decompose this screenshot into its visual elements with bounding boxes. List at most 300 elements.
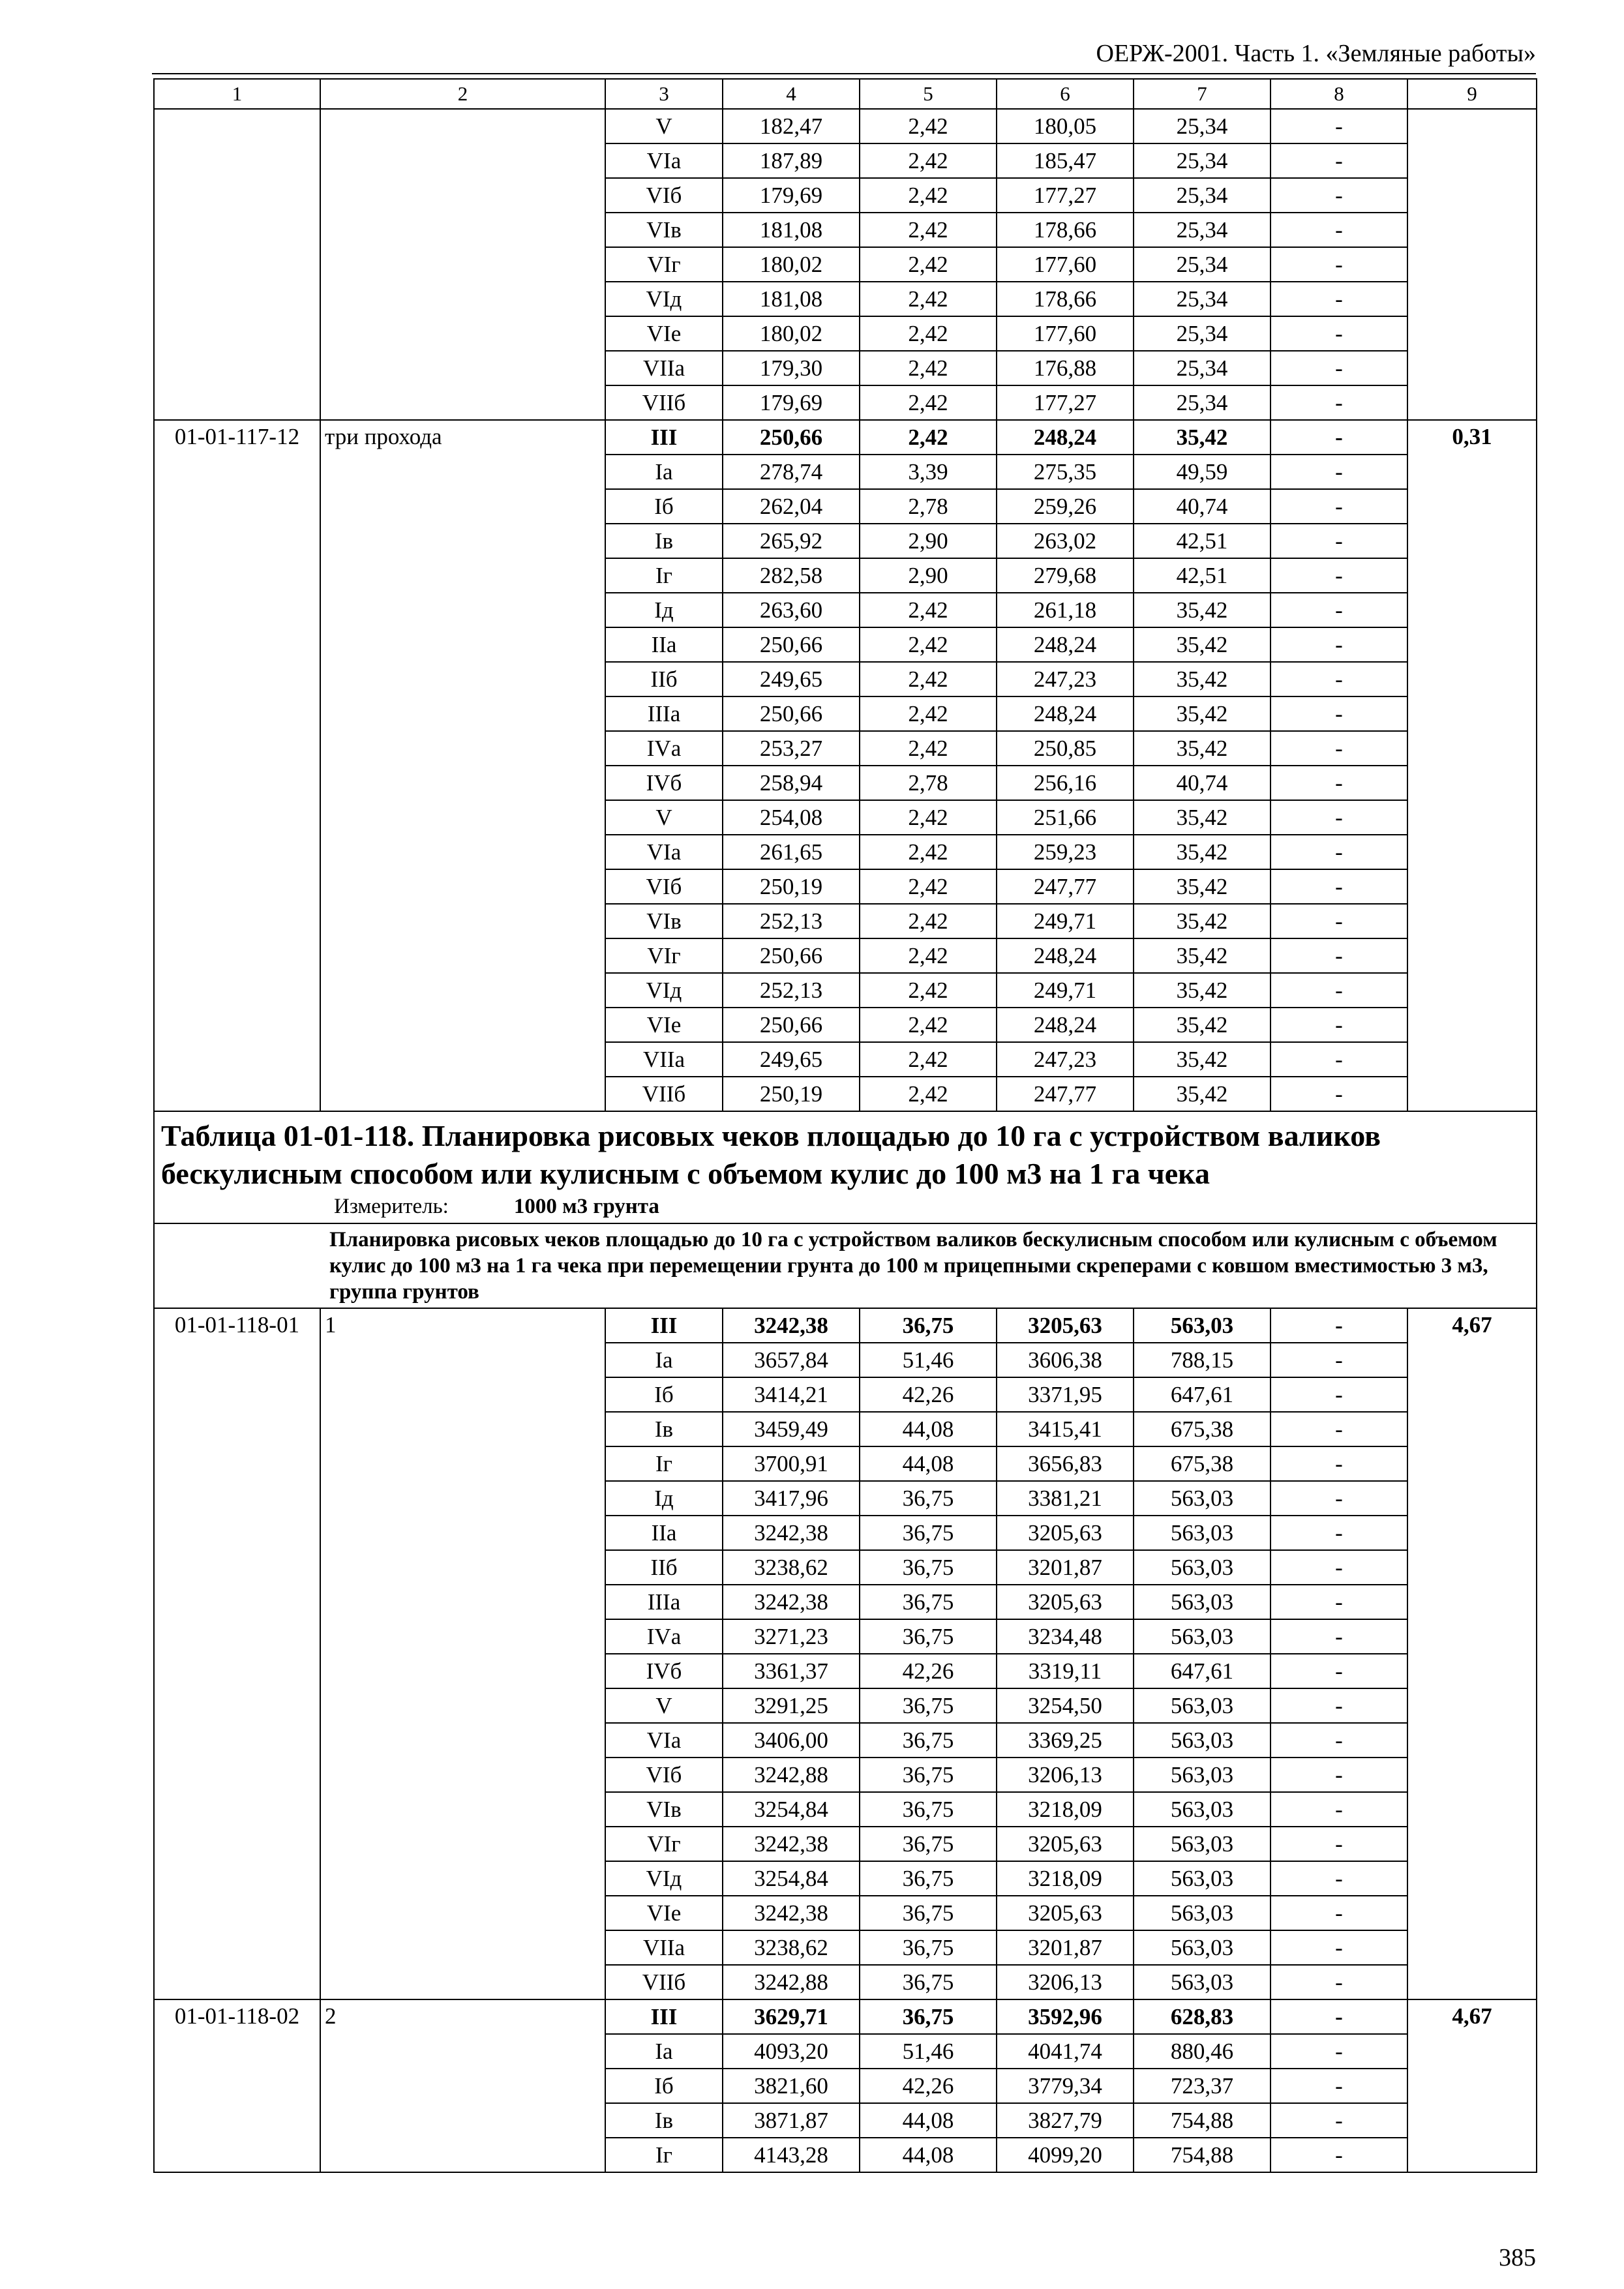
soil-group-cell: IIб [605, 662, 723, 696]
wages-cell: 2,42 [860, 696, 997, 731]
column-number: 5 [860, 79, 997, 109]
direct-cost-cell: 252,13 [723, 973, 860, 1008]
materials-cell: - [1271, 1688, 1407, 1723]
machine-cost-cell: 251,66 [997, 800, 1134, 835]
running-header: ОЕРЖ-2001. Часть 1. «Земляные работы» [1096, 40, 1536, 67]
machine-cost-cell: 3371,95 [997, 1377, 1134, 1412]
soil-group-cell: Iв [605, 2103, 723, 2138]
rate-group-01-01-118-01 [154, 1308, 1537, 1999]
machine-cost-cell: 3205,63 [997, 1308, 1134, 1343]
soil-group-cell: III [605, 1308, 723, 1343]
machine-cost-cell: 3381,21 [997, 1481, 1134, 1516]
direct-cost-cell: 3361,37 [723, 1654, 860, 1688]
machine-cost-cell: 178,66 [997, 213, 1134, 247]
soil-group-cell: Iв [605, 1412, 723, 1446]
direct-cost-cell: 254,08 [723, 800, 860, 835]
wages-cell: 44,08 [860, 2103, 997, 2138]
materials-cell: - [1271, 696, 1407, 731]
column-number: 3 [605, 79, 723, 109]
labor-cost-cell: 0,31 [1407, 420, 1537, 1111]
machine-cost-cell: 248,24 [997, 696, 1134, 731]
machine-cost-cell: 3254,50 [997, 1688, 1134, 1723]
materials-cell: - [1271, 316, 1407, 351]
direct-cost-cell: 180,02 [723, 247, 860, 282]
direct-cost-cell: 3417,96 [723, 1481, 860, 1516]
wages-cell: 2,78 [860, 489, 997, 524]
soil-group-cell: IVб [605, 766, 723, 800]
materials-cell: - [1271, 1585, 1407, 1619]
materials-cell: - [1271, 455, 1407, 489]
materials-cell: - [1271, 1758, 1407, 1792]
soil-group-cell: VIв [605, 904, 723, 938]
soil-group-cell: III [605, 420, 723, 455]
soil-group-cell: VIа [605, 1723, 723, 1758]
direct-cost-cell: 3657,84 [723, 1343, 860, 1377]
soil-group-cell: Iб [605, 489, 723, 524]
machinist-wages-cell: 563,03 [1134, 1308, 1271, 1343]
wages-cell: 2,42 [860, 1042, 997, 1077]
materials-cell: - [1271, 1896, 1407, 1930]
machinist-wages-cell: 25,34 [1134, 247, 1271, 282]
machine-cost-cell: 4041,74 [997, 2034, 1134, 2069]
materials-cell: - [1271, 1619, 1407, 1654]
rates-table [153, 78, 1537, 2173]
machine-cost-cell: 248,24 [997, 420, 1134, 455]
soil-group-cell: IIIа [605, 1585, 723, 1619]
machine-cost-cell: 279,68 [997, 558, 1134, 593]
direct-cost-cell: 3459,49 [723, 1412, 860, 1446]
soil-group-cell: V [605, 109, 723, 143]
materials-cell: - [1271, 1008, 1407, 1042]
materials-cell: - [1271, 1377, 1407, 1412]
column-number: 6 [997, 79, 1134, 109]
soil-group-cell: VIе [605, 316, 723, 351]
column-number: 7 [1134, 79, 1271, 109]
machine-cost-cell: 250,85 [997, 731, 1134, 766]
materials-cell: - [1271, 1481, 1407, 1516]
materials-cell: - [1271, 385, 1407, 420]
rate-name [320, 109, 605, 420]
wages-cell: 3,39 [860, 455, 997, 489]
wages-cell: 36,75 [860, 1516, 997, 1550]
soil-group-cell: VIв [605, 213, 723, 247]
materials-cell: - [1271, 420, 1407, 455]
wages-cell: 36,75 [860, 1481, 997, 1516]
soil-group-cell: VIв [605, 1792, 723, 1827]
machine-cost-cell: 177,60 [997, 247, 1134, 282]
machinist-wages-cell: 754,88 [1134, 2103, 1271, 2138]
soil-group-cell: Iг [605, 2138, 723, 2172]
materials-cell: - [1271, 143, 1407, 178]
materials-cell: - [1271, 2069, 1407, 2103]
machinist-wages-cell: 35,42 [1134, 1077, 1271, 1111]
soil-group-cell: IIа [605, 1516, 723, 1550]
materials-cell: - [1271, 904, 1407, 938]
wages-cell: 44,08 [860, 1446, 997, 1481]
wages-cell: 2,42 [860, 973, 997, 1008]
machinist-wages-cell: 563,03 [1134, 1861, 1271, 1896]
machinist-wages-cell: 563,03 [1134, 1896, 1271, 1930]
direct-cost-cell: 3414,21 [723, 1377, 860, 1412]
machine-cost-cell: 259,23 [997, 835, 1134, 869]
wages-cell: 2,42 [860, 627, 997, 662]
direct-cost-cell: 3238,62 [723, 1930, 860, 1965]
machinist-wages-cell: 675,38 [1134, 1446, 1271, 1481]
soil-group-cell: VIа [605, 835, 723, 869]
machine-cost-cell: 3205,63 [997, 1585, 1134, 1619]
soil-group-cell: VIе [605, 1896, 723, 1930]
direct-cost-cell: 3629,71 [723, 1999, 860, 2034]
machinist-wages-cell: 563,03 [1134, 1965, 1271, 1999]
machinist-wages-cell: 49,59 [1134, 455, 1271, 489]
table-title-row [154, 1111, 1537, 1223]
soil-group-cell: Iа [605, 2034, 723, 2069]
column-number: 8 [1271, 79, 1407, 109]
table-row [154, 420, 1537, 455]
machine-cost-cell: 3606,38 [997, 1343, 1134, 1377]
soil-group-cell: Iа [605, 455, 723, 489]
direct-cost-cell: 3242,38 [723, 1308, 860, 1343]
machine-cost-cell: 177,60 [997, 316, 1134, 351]
soil-group-cell: VIIб [605, 1965, 723, 1999]
direct-cost-cell: 252,13 [723, 904, 860, 938]
machine-cost-cell: 247,77 [997, 1077, 1134, 1111]
soil-group-cell: V [605, 800, 723, 835]
wages-cell: 36,75 [860, 1827, 997, 1861]
table-description: Планировка рисовых чеков площадью до 10 га с устройством валиков бескулисным способом или кулисным с объемом кулис до 100 м3 на 1 га чека при перемещении грунта до 100 м прицепными скреперами с ковшом вместимостью 3 м3, группа грунтов [154, 1223, 1537, 1308]
machinist-wages-cell: 25,34 [1134, 213, 1271, 247]
machine-cost-cell: 3827,79 [997, 2103, 1134, 2138]
materials-cell: - [1271, 1446, 1407, 1481]
machinist-wages-cell: 563,03 [1134, 1688, 1271, 1723]
materials-cell: - [1271, 1516, 1407, 1550]
soil-group-cell: V [605, 1688, 723, 1723]
machinist-wages-cell: 675,38 [1134, 1412, 1271, 1446]
machinist-wages-cell: 563,03 [1134, 1792, 1271, 1827]
wages-cell: 36,75 [860, 1758, 997, 1792]
materials-cell: - [1271, 524, 1407, 558]
wages-cell: 2,42 [860, 143, 997, 178]
soil-group-cell: VIIа [605, 1042, 723, 1077]
materials-cell: - [1271, 282, 1407, 316]
machine-cost-cell: 177,27 [997, 178, 1134, 213]
machinist-wages-cell: 25,34 [1134, 316, 1271, 351]
direct-cost-cell: 250,66 [723, 420, 860, 455]
table-description-row [154, 1223, 1537, 1308]
direct-cost-cell: 262,04 [723, 489, 860, 524]
machine-cost-cell: 3369,25 [997, 1723, 1134, 1758]
machine-cost-cell: 247,23 [997, 1042, 1134, 1077]
machinist-wages-cell: 35,42 [1134, 627, 1271, 662]
direct-cost-cell: 3406,00 [723, 1723, 860, 1758]
machine-cost-cell: 256,16 [997, 766, 1134, 800]
column-number: 4 [723, 79, 860, 109]
wages-cell: 36,75 [860, 1896, 997, 1930]
direct-cost-cell: 4143,28 [723, 2138, 860, 2172]
machinist-wages-cell: 647,61 [1134, 1377, 1271, 1412]
materials-cell: - [1271, 731, 1407, 766]
soil-group-cell: VIб [605, 1758, 723, 1792]
direct-cost-cell: 3242,88 [723, 1965, 860, 1999]
wages-cell: 2,42 [860, 938, 997, 973]
machine-cost-cell: 249,71 [997, 904, 1134, 938]
machinist-wages-cell: 35,42 [1134, 835, 1271, 869]
direct-cost-cell: 3238,62 [723, 1550, 860, 1585]
machine-cost-cell: 4099,20 [997, 2138, 1134, 2172]
machinist-wages-cell: 563,03 [1134, 1516, 1271, 1550]
direct-cost-cell: 261,65 [723, 835, 860, 869]
materials-cell: - [1271, 247, 1407, 282]
soil-group-cell: IVа [605, 1619, 723, 1654]
soil-group-cell: VIе [605, 1008, 723, 1042]
wages-cell: 36,75 [860, 1619, 997, 1654]
soil-group-cell: Iд [605, 1481, 723, 1516]
machinist-wages-cell: 563,03 [1134, 1481, 1271, 1516]
soil-group-cell: III [605, 1999, 723, 2034]
direct-cost-cell: 263,60 [723, 593, 860, 627]
direct-cost-cell: 250,19 [723, 1077, 860, 1111]
wages-cell: 36,75 [860, 1999, 997, 2034]
materials-cell: - [1271, 973, 1407, 1008]
machine-cost-cell: 185,47 [997, 143, 1134, 178]
soil-group-cell: Iб [605, 1377, 723, 1412]
wages-cell: 36,75 [860, 1930, 997, 1965]
wages-cell: 2,42 [860, 904, 997, 938]
materials-cell: - [1271, 1999, 1407, 2034]
wages-cell: 42,26 [860, 2069, 997, 2103]
machine-cost-cell: 3319,11 [997, 1654, 1134, 1688]
direct-cost-cell: 250,66 [723, 938, 860, 973]
wages-cell: 2,42 [860, 109, 997, 143]
direct-cost-cell: 250,66 [723, 627, 860, 662]
wages-cell: 51,46 [860, 1343, 997, 1377]
wages-cell: 2,42 [860, 731, 997, 766]
wages-cell: 42,26 [860, 1654, 997, 1688]
machine-cost-cell: 3205,63 [997, 1516, 1134, 1550]
direct-cost-cell: 258,94 [723, 766, 860, 800]
machinist-wages-cell: 563,03 [1134, 1930, 1271, 1965]
machine-cost-cell: 263,02 [997, 524, 1134, 558]
direct-cost-cell: 180,02 [723, 316, 860, 351]
materials-cell: - [1271, 213, 1407, 247]
table-row [154, 109, 1537, 143]
materials-cell: - [1271, 1308, 1407, 1343]
machine-cost-cell: 3592,96 [997, 1999, 1134, 2034]
machinist-wages-cell: 42,51 [1134, 524, 1271, 558]
machine-cost-cell: 275,35 [997, 455, 1134, 489]
table-118-header [154, 1111, 1537, 1308]
machine-cost-cell: 3201,87 [997, 1930, 1134, 1965]
machine-cost-cell: 180,05 [997, 109, 1134, 143]
soil-group-cell: Iв [605, 524, 723, 558]
machine-cost-cell: 248,24 [997, 938, 1134, 973]
machine-cost-cell: 3656,83 [997, 1446, 1134, 1481]
direct-cost-cell: 250,19 [723, 869, 860, 904]
materials-cell: - [1271, 1965, 1407, 1999]
machinist-wages-cell: 880,46 [1134, 2034, 1271, 2069]
page-number: 385 [1499, 2244, 1536, 2271]
materials-cell: - [1271, 2034, 1407, 2069]
materials-cell: - [1271, 2138, 1407, 2172]
machinist-wages-cell: 563,03 [1134, 1550, 1271, 1585]
rate-code: 01-01-118-01 [154, 1308, 320, 1999]
machine-cost-cell: 3218,09 [997, 1792, 1134, 1827]
materials-cell: - [1271, 1550, 1407, 1585]
machine-cost-cell: 259,26 [997, 489, 1134, 524]
column-number-row [154, 79, 1537, 109]
soil-group-cell: IIIа [605, 696, 723, 731]
direct-cost-cell: 179,69 [723, 178, 860, 213]
wages-cell: 2,42 [860, 869, 997, 904]
rate-code: 01-01-117-12 [154, 420, 320, 1111]
materials-cell: - [1271, 1792, 1407, 1827]
direct-cost-cell: 4093,20 [723, 2034, 860, 2069]
wages-cell: 2,90 [860, 558, 997, 593]
machine-cost-cell: 3201,87 [997, 1550, 1134, 1585]
materials-cell: - [1271, 558, 1407, 593]
measure-label: Измеритель: [334, 1195, 449, 1218]
materials-cell: - [1271, 1042, 1407, 1077]
direct-cost-cell: 187,89 [723, 143, 860, 178]
materials-cell: - [1271, 2103, 1407, 2138]
materials-cell: - [1271, 1827, 1407, 1861]
wages-cell: 36,75 [860, 1585, 997, 1619]
wages-cell: 2,42 [860, 351, 997, 385]
column-number: 1 [154, 79, 320, 109]
machinist-wages-cell: 25,34 [1134, 385, 1271, 420]
materials-cell: - [1271, 1343, 1407, 1377]
machinist-wages-cell: 35,42 [1134, 662, 1271, 696]
wages-cell: 2,42 [860, 800, 997, 835]
machinist-wages-cell: 35,42 [1134, 800, 1271, 835]
wages-cell: 36,75 [860, 1688, 997, 1723]
machine-cost-cell: 249,71 [997, 973, 1134, 1008]
machine-cost-cell: 248,24 [997, 627, 1134, 662]
soil-group-cell: VIа [605, 143, 723, 178]
machinist-wages-cell: 40,74 [1134, 766, 1271, 800]
measure-value: 1000 м3 грунта [513, 1195, 659, 1218]
machine-cost-cell: 3206,13 [997, 1758, 1134, 1792]
materials-cell: - [1271, 178, 1407, 213]
machinist-wages-cell: 35,42 [1134, 938, 1271, 973]
wages-cell: 2,42 [860, 1008, 997, 1042]
wages-cell: 36,75 [860, 1723, 997, 1758]
soil-group-cell: VIг [605, 938, 723, 973]
machine-cost-cell: 3218,09 [997, 1861, 1134, 1896]
labor-cost-cell [1407, 109, 1537, 420]
table-title-cell [154, 1111, 1537, 1223]
direct-cost-cell: 250,66 [723, 1008, 860, 1042]
materials-cell: - [1271, 766, 1407, 800]
materials-cell: - [1271, 351, 1407, 385]
direct-cost-cell: 253,27 [723, 731, 860, 766]
direct-cost-cell: 3254,84 [723, 1792, 860, 1827]
wages-cell: 44,08 [860, 2138, 997, 2172]
machinist-wages-cell: 25,34 [1134, 143, 1271, 178]
wages-cell: 2,42 [860, 282, 997, 316]
machinist-wages-cell: 563,03 [1134, 1723, 1271, 1758]
soil-group-cell: Iд [605, 593, 723, 627]
rate-group-01-01-117-12 [154, 420, 1537, 1111]
wages-cell: 2,78 [860, 766, 997, 800]
machinist-wages-cell: 35,42 [1134, 904, 1271, 938]
wages-cell: 36,75 [860, 1792, 997, 1827]
wages-cell: 2,42 [860, 662, 997, 696]
soil-group-cell: Iг [605, 558, 723, 593]
wages-cell: 2,42 [860, 835, 997, 869]
machine-cost-cell: 247,23 [997, 662, 1134, 696]
direct-cost-cell: 3700,91 [723, 1446, 860, 1481]
direct-cost-cell: 249,65 [723, 1042, 860, 1077]
machinist-wages-cell: 563,03 [1134, 1827, 1271, 1861]
direct-cost-cell: 3242,38 [723, 1585, 860, 1619]
machinist-wages-cell: 563,03 [1134, 1585, 1271, 1619]
machinist-wages-cell: 628,83 [1134, 1999, 1271, 2034]
wages-cell: 2,42 [860, 1077, 997, 1111]
machinist-wages-cell: 35,42 [1134, 1042, 1271, 1077]
machinist-wages-cell: 40,74 [1134, 489, 1271, 524]
machine-cost-cell: 247,77 [997, 869, 1134, 904]
machine-cost-cell: 3205,63 [997, 1896, 1134, 1930]
direct-cost-cell: 265,92 [723, 524, 860, 558]
direct-cost-cell: 3271,23 [723, 1619, 860, 1654]
soil-group-cell: VIIа [605, 351, 723, 385]
machine-cost-cell: 178,66 [997, 282, 1134, 316]
soil-group-cell: VIб [605, 178, 723, 213]
machinist-wages-cell: 754,88 [1134, 2138, 1271, 2172]
soil-group-cell: VIIб [605, 385, 723, 420]
machinist-wages-cell: 788,15 [1134, 1343, 1271, 1377]
wages-cell: 44,08 [860, 1412, 997, 1446]
machine-cost-cell: 261,18 [997, 593, 1134, 627]
soil-group-cell: VIд [605, 1861, 723, 1896]
wages-cell: 2,42 [860, 316, 997, 351]
materials-cell: - [1271, 1412, 1407, 1446]
machine-cost-cell: 3779,34 [997, 2069, 1134, 2103]
wages-cell: 2,42 [860, 213, 997, 247]
machinist-wages-cell: 35,42 [1134, 696, 1271, 731]
direct-cost-cell: 3291,25 [723, 1688, 860, 1723]
direct-cost-cell: 181,08 [723, 213, 860, 247]
soil-group-cell: Iа [605, 1343, 723, 1377]
soil-group-cell: IIб [605, 1550, 723, 1585]
materials-cell: - [1271, 1723, 1407, 1758]
machine-cost-cell: 248,24 [997, 1008, 1134, 1042]
materials-cell: - [1271, 1930, 1407, 1965]
direct-cost-cell: 249,65 [723, 662, 860, 696]
materials-cell: - [1271, 800, 1407, 835]
machine-cost-cell: 3415,41 [997, 1412, 1134, 1446]
machinist-wages-cell: 25,34 [1134, 351, 1271, 385]
machinist-wages-cell: 563,03 [1134, 1619, 1271, 1654]
soil-group-cell: VIг [605, 1827, 723, 1861]
direct-cost-cell: 3254,84 [723, 1861, 860, 1896]
wages-cell: 42,26 [860, 1377, 997, 1412]
wages-cell: 2,42 [860, 420, 997, 455]
direct-cost-cell: 3242,38 [723, 1516, 860, 1550]
machine-cost-cell: 176,88 [997, 351, 1134, 385]
wages-cell: 2,42 [860, 385, 997, 420]
measure-line [334, 1193, 1529, 1223]
column-number: 9 [1407, 79, 1537, 109]
machine-cost-cell: 3205,63 [997, 1827, 1134, 1861]
direct-cost-cell: 179,30 [723, 351, 860, 385]
table-row [154, 1308, 1537, 1343]
direct-cost-cell: 3242,88 [723, 1758, 860, 1792]
labor-cost-cell: 4,67 [1407, 1999, 1537, 2172]
wages-cell: 51,46 [860, 2034, 997, 2069]
machinist-wages-cell: 35,42 [1134, 731, 1271, 766]
